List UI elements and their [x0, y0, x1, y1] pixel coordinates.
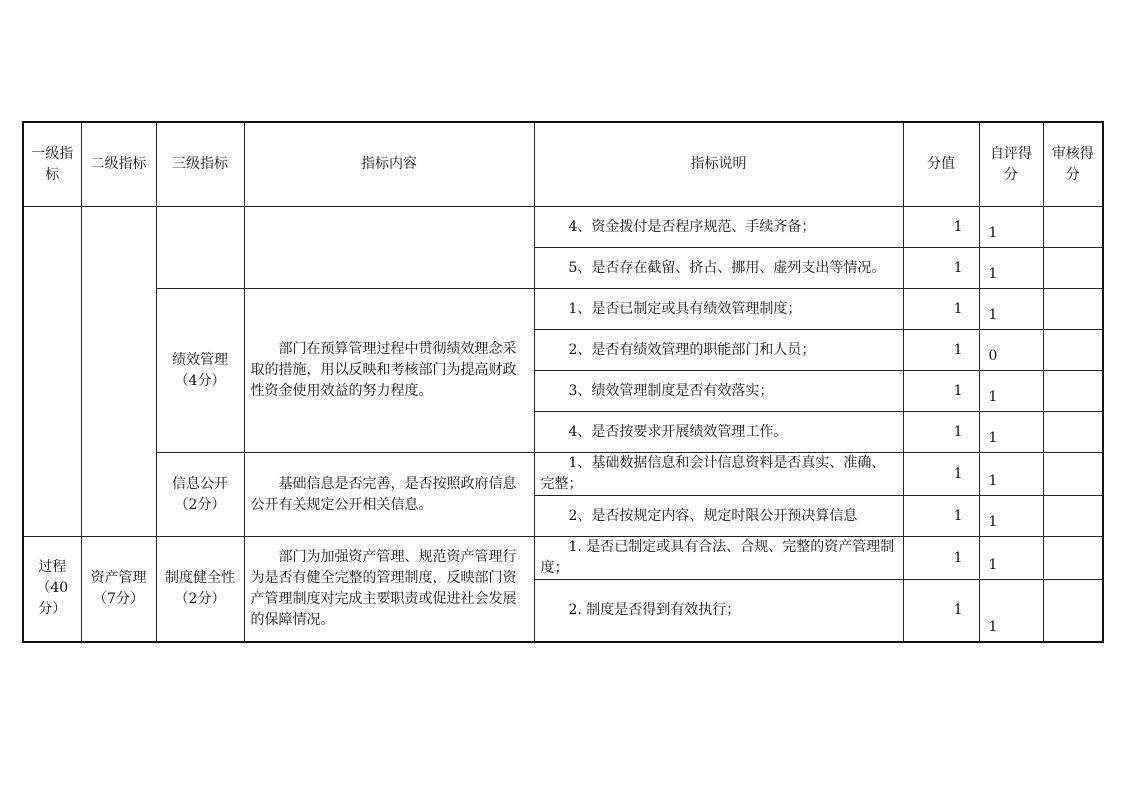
description-cell: 5、是否存在截留、挤占、挪用、虚列支出等情况。 — [534, 248, 903, 289]
header-content: 指标内容 — [244, 122, 534, 207]
header-level3: 三级指标 — [156, 122, 244, 207]
description-cell: 1、基础数据信息和会计信息资料是否真实、准确、完整； — [534, 453, 903, 496]
level2-cell: 资产管理（7分） — [81, 537, 156, 642]
content-cell: 部门为加强资产管理、规范资产管理行为是否有健全完整的管理制度，反映部门资产管理制度对完成主要职责或促进社会发展的保障情况。 — [244, 537, 534, 642]
audit-score-cell — [1043, 289, 1103, 330]
score-cell: 1 — [903, 537, 979, 580]
evaluation-table — [22, 121, 1104, 643]
self-score-cell: 1 — [979, 453, 1043, 496]
header-audit-score: 审核得分 — [1043, 122, 1103, 207]
self-score-cell: 1 — [979, 580, 1043, 642]
audit-score-cell — [1043, 453, 1103, 496]
self-score-cell: 1 — [979, 537, 1043, 580]
self-score-cell: 1 — [979, 289, 1043, 330]
audit-score-cell — [1043, 496, 1103, 537]
description-cell: 3、绩效管理制度是否有效落实； — [534, 371, 903, 412]
description-cell: 1. 是否已制定或具有合法、合规、完整的资产管理制度； — [534, 537, 903, 580]
description-cell: 2、是否按规定内容、规定时限公开预决算信息 — [534, 496, 903, 537]
score-cell: 1 — [903, 580, 979, 642]
score-cell: 1 — [903, 453, 979, 496]
table-row — [23, 289, 1103, 330]
self-score-cell: 0 — [979, 330, 1043, 371]
level3-cell: 制度健全性（2分） — [156, 537, 244, 642]
content-cell: 基础信息是否完善，是否按照政府信息公开有关规定公开相关信息。 — [244, 453, 534, 537]
audit-score-cell — [1043, 330, 1103, 371]
audit-score-cell — [1043, 371, 1103, 412]
self-score-cell: 1 — [979, 207, 1043, 248]
self-score-cell: 1 — [979, 248, 1043, 289]
table-row — [23, 537, 1103, 580]
description-cell: 4、资金拨付是否程序规范、手续齐备； — [534, 207, 903, 248]
audit-score-cell — [1043, 248, 1103, 289]
level2-cell — [81, 207, 156, 537]
audit-score-cell — [1043, 580, 1103, 642]
score-cell: 1 — [903, 207, 979, 248]
score-cell: 1 — [903, 248, 979, 289]
header-score: 分值 — [903, 122, 979, 207]
score-cell: 1 — [903, 496, 979, 537]
description-cell: 1、是否已制定或具有绩效管理制度； — [534, 289, 903, 330]
content-cell: 部门在预算管理过程中贯彻绩效理念采取的措施，用以反映和考核部门为提高财政性资金使用效益的努力程度。 — [244, 289, 534, 453]
level1-cell: 过程（40分） — [23, 537, 81, 642]
content-cell — [244, 207, 534, 289]
level3-cell: 信息公开（2分） — [156, 453, 244, 537]
header-level1: 一级指标 — [23, 122, 81, 207]
self-score-cell: 1 — [979, 412, 1043, 453]
description-cell: 4、是否按要求开展绩效管理工作。 — [534, 412, 903, 453]
header-self-score: 自评得分 — [979, 122, 1043, 207]
header-description: 指标说明 — [534, 122, 903, 207]
header-row — [23, 122, 1103, 207]
score-cell: 1 — [903, 371, 979, 412]
self-score-cell: 1 — [979, 496, 1043, 537]
level3-cell — [156, 207, 244, 289]
description-cell: 2. 制度是否得到有效执行； — [534, 580, 903, 642]
table-row — [23, 207, 1103, 248]
level3-cell: 绩效管理（4分） — [156, 289, 244, 453]
self-score-cell: 1 — [979, 371, 1043, 412]
audit-score-cell — [1043, 207, 1103, 248]
table-row — [23, 453, 1103, 496]
level1-cell — [23, 207, 81, 537]
score-cell: 1 — [903, 289, 979, 330]
description-cell: 2、是否有绩效管理的职能部门和人员； — [534, 330, 903, 371]
score-cell: 1 — [903, 412, 979, 453]
header-level2: 二级指标 — [81, 122, 156, 207]
audit-score-cell — [1043, 537, 1103, 580]
audit-score-cell — [1043, 412, 1103, 453]
score-cell: 1 — [903, 330, 979, 371]
